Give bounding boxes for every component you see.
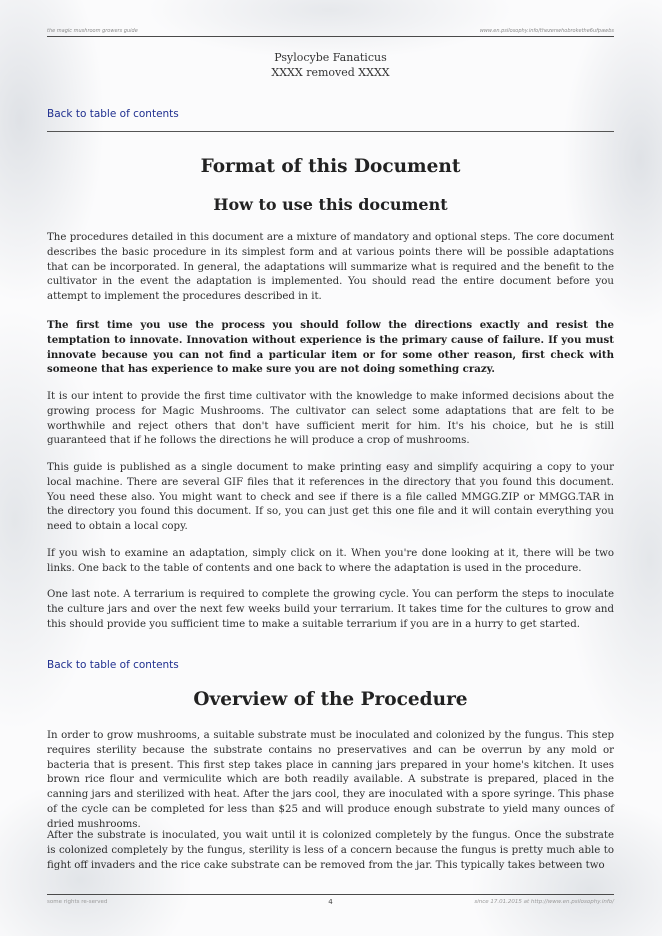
paragraph-publishing: This guide is published as a single document to make printing easy and simplify acquiring a copy to your local machine. There are several GIF files that it references in the directory that you found this document. You need these also. You might want to check and see if there is a file called MMGG.ZIP or MMGG.TAR in the directory you found this document. If so, you can just get this one file and it will contain everything you need to obtain a local copy. xyxy=(47,462,614,533)
running-footer xyxy=(47,894,614,911)
author-note: XXXX removed XXXX xyxy=(271,66,390,79)
paragraph-procedures: The procedures detailed in this document are a mixture of mandatory and optional steps. The core document describes the basic procedure in its simplest form and at various points there will be possible adaptations that can be incorporated. In general, the adaptations will summarize what is required and the benefit to the cultivator in the event the adaptation is implemented. You should read the entire document before you attempt to implement the procedures described in it. xyxy=(47,232,614,303)
paragraph-colonization: After the substrate is inoculated, you wait until it is colonized completely by the fungus. Once the substrate is colonized completely by the fungus, sterility is less of a concern because the fungus is pretty much able to fight off invaders and the rice cake substrate can be removed from the jar. This typically takes between two xyxy=(47,830,614,871)
running-header-url: www.en.psilosophy.info/thezenwhobrokethe6ufpawbs xyxy=(479,28,614,34)
footer-source: since 17.01.2015 at http://www.en.psilosophy.info/ xyxy=(474,899,614,905)
heading-overview-procedure: Overview of the Procedure xyxy=(193,689,468,710)
author-name: Psylocybe Fanaticus xyxy=(274,51,387,64)
author-block xyxy=(47,50,614,80)
running-header xyxy=(47,27,614,37)
back-to-toc-link-top[interactable]: Back to table of contents xyxy=(47,108,179,120)
heading-how-to-use: How to use this document xyxy=(213,195,448,214)
paragraph-adaptation-links: If you wish to examine an adaptation, simply click on it. When you're done looking at it, there will be two links. One back to the table of contents and one back to where the adaptation is used in the procedure. xyxy=(47,548,614,574)
section-divider xyxy=(47,131,614,132)
paragraph-substrate: In order to grow mushrooms, a suitable substrate must be inoculated and colonized by the fungus. This step requires sterility because the substrate contains no preservatives and can be overrun by any mold or bacteria that is present. This first step takes place in canning jars prepared in your home's kitchen. It uses brown rice flour and vermiculite which are both readily available. A substrate is prepared, placed in the canning jars and sterilized with heat. After the jars cool, they are inoculated with a spore syringe. This phase of the cycle can be completed for less than $25 and will produce enough substrate to yield many ounces of dried mushrooms. xyxy=(47,730,614,830)
page-number: 4 xyxy=(328,898,333,906)
paragraph-intent: It is our intent to provide the first time cultivator with the knowledge to make informed decisions about the growing process for Magic Mushrooms. The cultivator can select some adaptations that are felt to be worthwhile and reject others that don't have sufficient merit for him. It's his choice, but he is still guaranteed that if he follows the directions he will produce a crop of mushrooms. xyxy=(47,391,614,447)
paragraph-first-time-warning: The first time you use the process you should follow the directions exactly and resist the temptation to innovate. Innovation without experience is the primary cause of failure. If you must innovate because you can not find a particular item or for some other reason, first check with someone that has experience to make sure you are not doing something crazy. xyxy=(47,319,614,376)
running-header-title: the magic mushroom growers guide xyxy=(47,28,138,34)
back-to-toc-link-bottom[interactable]: Back to table of contents xyxy=(47,659,179,671)
paragraph-terrarium-note: One last note. A terrarium is required to complete the growing cycle. You can perform the steps to inoculate the culture jars and over the next few weeks build your terrarium. It takes time for the cultures to grow and this should provide you sufficient time to make a suitable terrarium if you are in a hurry to get started. xyxy=(47,589,614,630)
footer-license: some rights re-served xyxy=(47,899,108,905)
heading-format-of-document: Format of this Document xyxy=(200,156,461,177)
